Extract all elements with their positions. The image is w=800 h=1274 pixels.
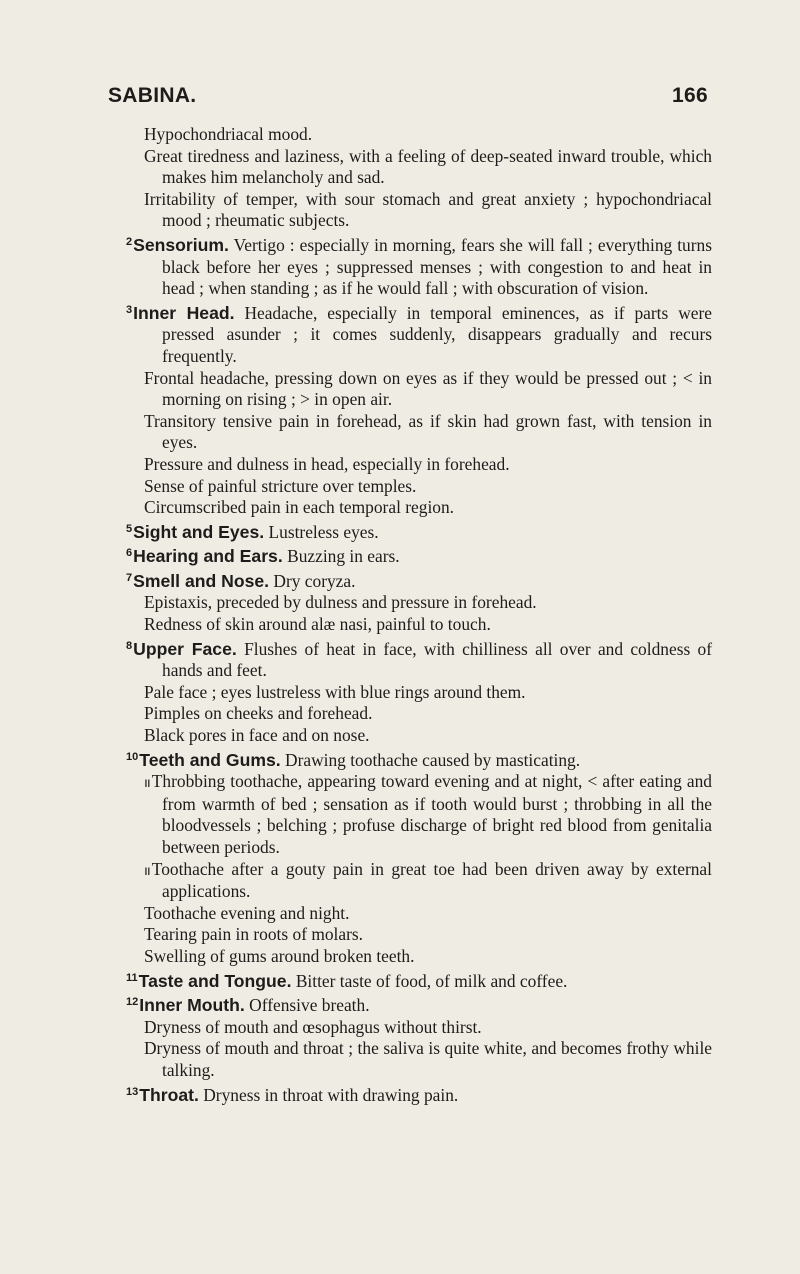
symptom-paragraph <box>108 1038 712 1081</box>
symptom-text: Drawing toothache caused by masticating. <box>285 749 581 770</box>
symptom-paragraph <box>108 368 712 411</box>
symptom-paragraph <box>108 454 712 476</box>
rubric-heading: Teeth and Gums. <box>139 749 281 770</box>
rubric-heading: Inner Mouth. <box>139 995 245 1016</box>
symptom-paragraph <box>108 682 712 704</box>
symptom-paragraph <box>108 859 712 903</box>
section-number: 3 <box>126 303 133 316</box>
symptom-paragraph <box>108 614 712 636</box>
symptom-text: Pale face ; eyes lustreless with blue rings around them. <box>144 681 526 702</box>
symptom-text: Vertigo : especially in morning, fears she will fall ; everything turns black before her eyes ; suppressed menses ; with congestion to and heat in head ; when standing ; as if he would fall ; with obscuration of vision. <box>162 234 712 299</box>
section-number: 7 <box>126 571 133 584</box>
clinical-mark: ıı <box>144 774 150 791</box>
symptom-text: Black pores in face and on nose. <box>144 725 370 746</box>
rubric-heading: Inner Head. <box>133 302 235 323</box>
symptom-text: Frontal headache, pressing down on eyes as if they would be pressed out ; < in morning on rising ; > in open air. <box>144 367 712 410</box>
symptom-paragraph <box>108 1017 712 1039</box>
rubric-heading: Sensorium. <box>133 234 229 255</box>
symptom-text: Bitter taste of food, of milk and coffee. <box>295 970 568 991</box>
symptom-paragraph <box>108 703 712 725</box>
symptom-text: Lustreless eyes. <box>268 521 379 542</box>
symptom-text: Dry coryza. <box>273 570 356 591</box>
symptom-paragraph <box>108 725 712 747</box>
symptom-text: Pressure and dulness in head, especially in forehead. <box>144 453 510 474</box>
symptom-text: Pimples on cheeks and forehead. <box>144 703 373 724</box>
running-header <box>108 84 708 114</box>
section-paragraph <box>108 747 712 772</box>
rubric-heading: Smell and Nose. <box>133 570 270 591</box>
symptom-paragraph <box>108 771 712 858</box>
symptom-paragraph <box>108 903 712 925</box>
symptom-text: Toothache evening and night. <box>144 902 350 923</box>
symptom-text: Toothache after a gouty pain in great toe had been driven away by external applications. <box>151 858 712 902</box>
symptom-text: Sense of painful stricture over temples. <box>144 475 417 496</box>
symptom-paragraph <box>108 189 712 232</box>
section-number: 12 <box>126 996 139 1009</box>
symptom-paragraph <box>108 946 712 968</box>
clinical-mark: ıı <box>144 861 150 878</box>
rubric-heading: Hearing and Ears. <box>133 546 283 567</box>
page-body <box>108 124 712 1106</box>
symptom-text: Headache, especially in temporal eminences, as if parts were pressed asunder ; it comes suddenly, disappears gradually and recurs frequently. <box>162 302 712 366</box>
symptom-text: Dryness of mouth and throat ; the saliva is quite white, and becomes frothy while talking. <box>144 1038 712 1080</box>
symptom-paragraph <box>108 592 712 614</box>
symptom-paragraph <box>108 411 712 454</box>
symptom-text: Flushes of heat in face, with chilliness all over and coldness of hands and feet. <box>162 638 713 681</box>
section-number: 10 <box>126 750 139 763</box>
symptom-text: Circumscribed pain in each temporal region. <box>144 497 455 518</box>
symptom-text: Redness of skin around alæ nasi, painful to touch. <box>144 614 491 635</box>
section-paragraph <box>108 232 712 300</box>
symptom-text: Great tiredness and laziness, with a feeling of deep-seated inward trouble, which makes him melancholy and sad. <box>144 145 712 188</box>
section-paragraph <box>108 636 712 682</box>
running-title: SABINA. <box>108 84 197 107</box>
rubric-heading: Throat. <box>139 1084 199 1105</box>
symptom-paragraph <box>108 476 712 498</box>
section-number: 5 <box>126 522 133 535</box>
symptom-text: Tearing pain in roots of molars. <box>144 924 364 945</box>
section-number: 6 <box>126 547 133 560</box>
symptom-text: Irritability of temper, with sour stomach and great anxiety ; hypochondriacal mood ; rheumatic subjects. <box>144 188 712 231</box>
section-paragraph <box>108 1082 712 1107</box>
rubric-heading: Taste and Tongue. <box>138 970 292 991</box>
symptom-paragraph <box>108 497 712 519</box>
section-paragraph <box>108 992 712 1017</box>
rubric-heading: Sight and Eyes. <box>133 521 265 542</box>
page-number: 166 <box>672 84 708 107</box>
section-number: 13 <box>126 1085 139 1098</box>
symptom-text: Dryness in throat with drawing pain. <box>203 1084 459 1105</box>
section-paragraph <box>108 543 712 568</box>
section-paragraph <box>108 968 712 993</box>
symptom-text: Dryness of mouth and œsophagus without thirst. <box>144 1016 482 1037</box>
symptom-text: Buzzing in ears. <box>287 546 400 567</box>
section-number: 11 <box>126 971 138 984</box>
symptom-text: Offensive breath. <box>249 995 370 1016</box>
section-paragraph <box>108 300 712 368</box>
symptom-paragraph <box>108 146 712 189</box>
symptom-paragraph <box>108 924 712 946</box>
symptom-text: Epistaxis, preceded by dulness and pressure in forehead. <box>144 592 537 613</box>
section-number: 8 <box>126 639 133 652</box>
symptom-text: Transitory tensive pain in forehead, as if skin had grown fast, with tension in eyes. <box>144 410 712 453</box>
section-number: 2 <box>126 235 133 248</box>
section-paragraph <box>108 568 712 593</box>
rubric-heading: Upper Face. <box>133 638 237 659</box>
section-paragraph <box>108 519 712 544</box>
symptom-paragraph <box>108 124 712 146</box>
symptom-text: Throbbing toothache, appearing toward evening and at night, < after eating and from warmth of bed ; sensation as if tooth would burst ; throbbing in all the bloodvessels ; belching ; profuse discharge of bright red blood from genitalia between periods. <box>151 771 712 857</box>
symptom-text: Hypochondriacal mood. <box>144 124 313 144</box>
symptom-text: Swelling of gums around broken teeth. <box>144 945 415 966</box>
